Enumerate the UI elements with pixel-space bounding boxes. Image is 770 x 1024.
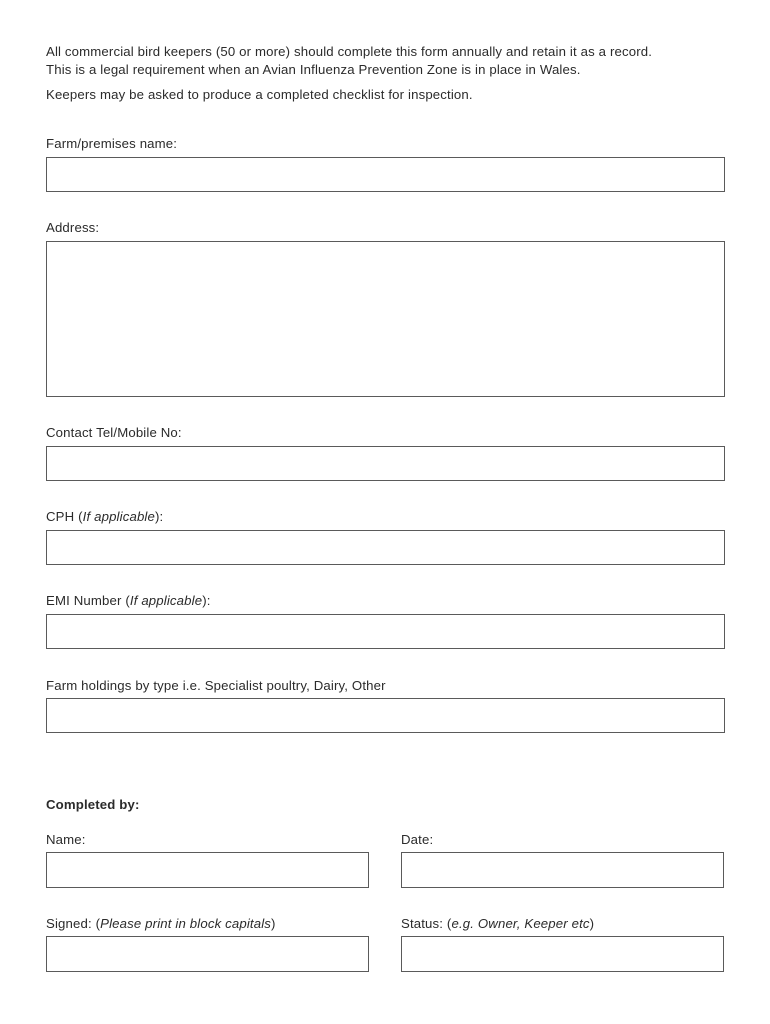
completed-by-heading: Completed by: (46, 797, 140, 812)
name-label: Name: (46, 832, 86, 847)
status-label-suffix: ) (589, 916, 595, 931)
cph-label (46, 508, 163, 525)
name-input[interactable] (47, 853, 368, 887)
emi-input[interactable] (47, 615, 724, 648)
contact-field-box (46, 446, 725, 481)
status-label-emphasis: e.g. Owner, Keeper etc (451, 916, 590, 931)
emi-label (46, 592, 211, 609)
date-input[interactable] (402, 853, 723, 887)
holdings-input[interactable] (47, 699, 724, 732)
address-field-box (46, 241, 725, 397)
intro-line-3: Keepers may be asked to produce a completed checklist for inspection. (46, 87, 473, 102)
contact-input[interactable] (47, 447, 724, 480)
emi-label-suffix: ): (202, 593, 211, 608)
holdings-field-box (46, 698, 725, 733)
status-input[interactable] (402, 937, 723, 971)
date-field-box (401, 852, 724, 888)
signed-label-emphasis: Please print in block capitals (100, 916, 272, 931)
signed-field-box (46, 936, 369, 972)
address-label: Address: (46, 220, 100, 235)
emi-label-prefix: EMI Number ( (46, 593, 130, 608)
name-field-box (46, 852, 369, 888)
address-input[interactable] (47, 242, 724, 396)
status-label (401, 915, 594, 932)
date-label: Date: (401, 832, 434, 847)
status-field-box (401, 936, 724, 972)
signed-label-prefix: Signed: ( (46, 916, 101, 931)
emi-label-emphasis: If applicable (129, 593, 203, 608)
farm-name-label: Farm/premises name: (46, 136, 178, 151)
emi-field-box (46, 614, 725, 649)
farm-name-input[interactable] (47, 158, 724, 191)
contact-label: Contact Tel/Mobile No: (46, 425, 182, 440)
signed-label-suffix: ) (271, 916, 276, 931)
cph-input[interactable] (47, 531, 724, 564)
intro-line-2: This is a legal requirement when an Avian Influenza Prevention Zone is in place in Wales. (46, 62, 581, 77)
cph-label-suffix: ): (155, 509, 164, 524)
signed-input[interactable] (47, 937, 368, 971)
farm-name-field-box (46, 157, 725, 192)
holdings-label: Farm holdings by type i.e. Specialist poultry, Dairy, Other (46, 678, 386, 693)
cph-field-box (46, 530, 725, 565)
status-label-prefix: Status: ( (401, 916, 452, 931)
intro-line-1: All commercial bird keepers (50 or more) should complete this form annually and retain it as a record. (46, 44, 653, 59)
signed-label (46, 915, 276, 932)
cph-label-prefix: CPH ( (46, 509, 83, 524)
cph-label-emphasis: If applicable (82, 509, 155, 524)
